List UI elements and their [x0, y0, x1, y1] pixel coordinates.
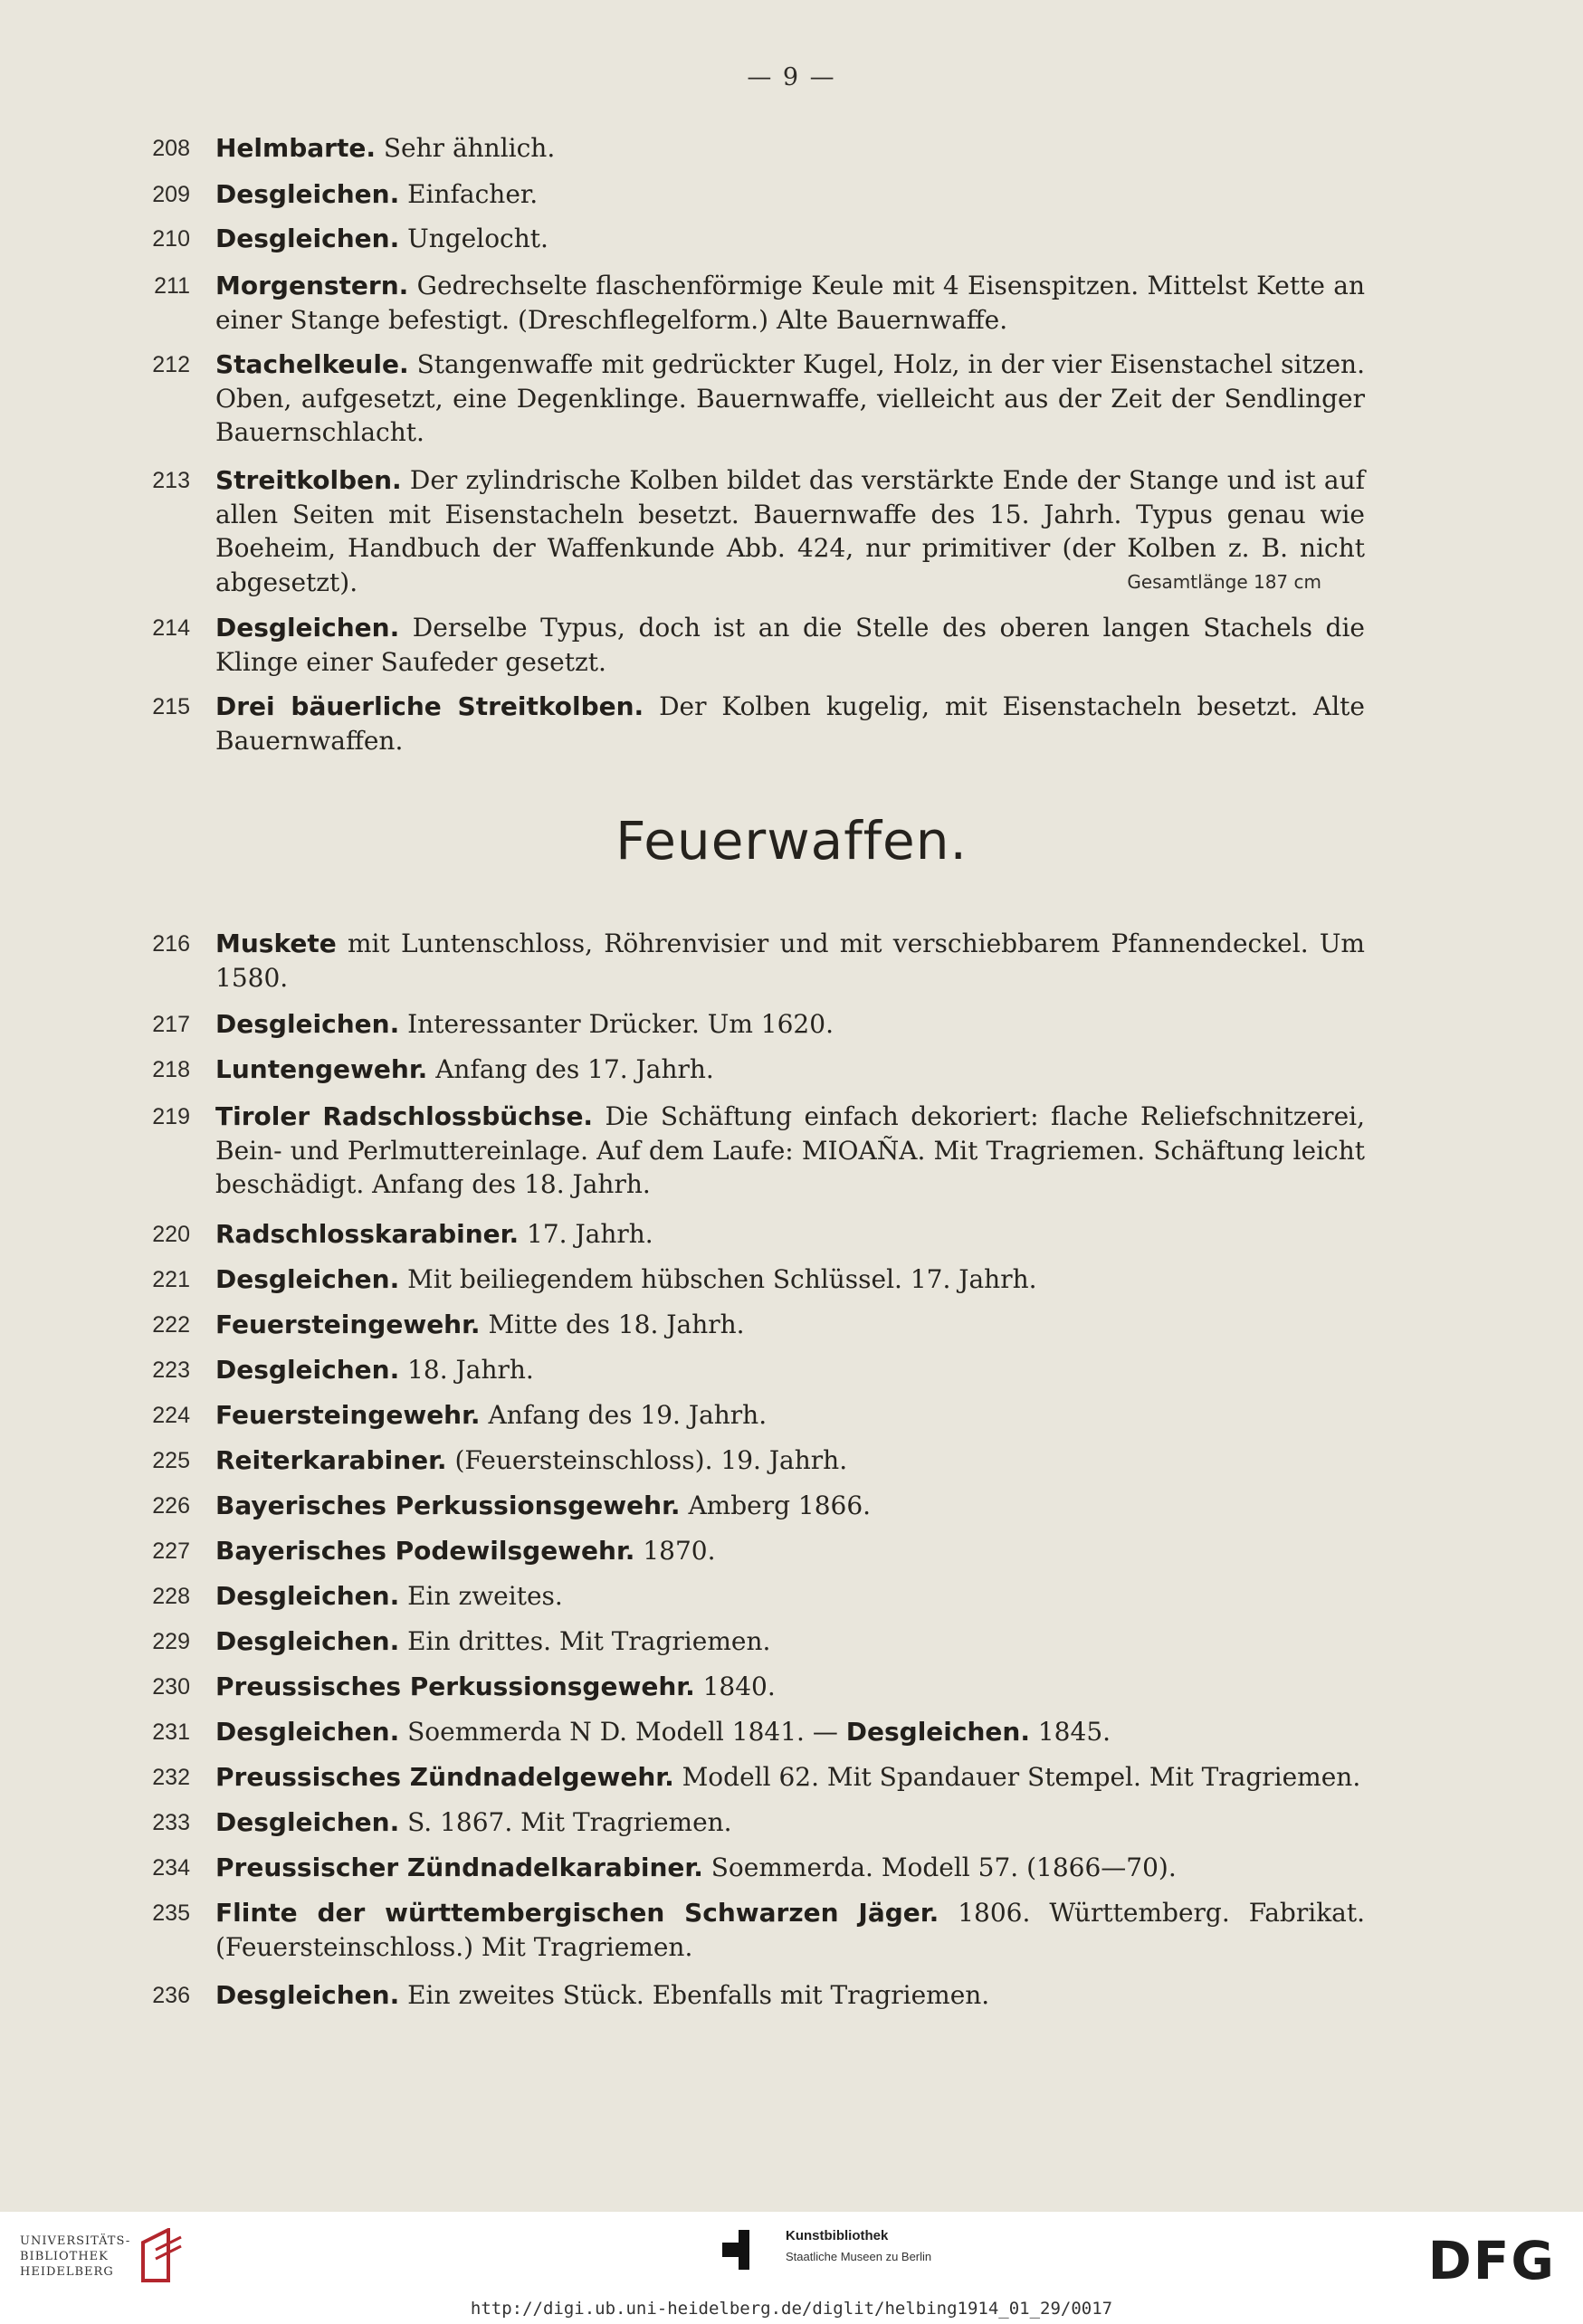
entry-title: Reiterkarabiner. [215, 1445, 447, 1475]
entry-number: 222 [152, 1312, 190, 1338]
entry-title: Helmbarte. [215, 133, 376, 163]
entry-text [215, 269, 1365, 337]
entry-description: Mit beiliegendem hübschen Schlüssel. 17. Jahrh. [399, 1264, 1037, 1294]
entry-description: Mitte des 18. Jahrh. [480, 1310, 745, 1339]
entry-title: Desgleichen. [215, 1717, 400, 1747]
entry-title: Muskete [215, 929, 337, 958]
entry-description: Der Kolben kugelig, mit Eisenstacheln besetzt. Alte Bauernwaffen. [215, 691, 1365, 756]
entry-title: Desgleichen. [215, 224, 400, 253]
entry-title: Desgleichen. [215, 1807, 400, 1837]
entry-number: 221 [152, 1267, 190, 1292]
entry-title: Drei bäuerliche Streitkolben. [215, 691, 644, 721]
entry-description: Gedrechselte flaschenförmige Keule mit 4 Eisenspitzen. Mittelst Kette an einer Stange befestigt. (Dreschflegelform.) Alte Bauernwaffe. [215, 271, 1365, 335]
entry-title: Desgleichen. [215, 1009, 400, 1039]
entry-number: 228 [152, 1584, 190, 1609]
entry-description: Anfang des 17. Jahrh. [427, 1054, 714, 1084]
entry-text [215, 1851, 1365, 1885]
entry-text [215, 1052, 1365, 1087]
entry-number: 220 [152, 1222, 190, 1247]
entry-number: 233 [152, 1810, 190, 1835]
entry-description: (Feuersteinschloss). 19. Jahrh. [446, 1445, 848, 1475]
entry-title: Desgleichen. [215, 1581, 400, 1611]
entry-text [215, 1443, 1365, 1478]
entry-text [215, 463, 1365, 599]
entry-text [215, 222, 1365, 256]
entry-number: 229 [152, 1629, 190, 1654]
entry-number: 227 [152, 1538, 190, 1564]
entry-description: Soemmerda. Modell 57. (1866—70). [702, 1853, 1177, 1882]
entry-title: Feuersteingewehr. [215, 1400, 481, 1430]
entry-description: 18. Jahrh. [399, 1355, 534, 1385]
entry-text [215, 1760, 1365, 1795]
entry-text [215, 1715, 1365, 1749]
dfg-logo: DFG [1427, 2230, 1556, 2291]
entry-number: 234 [152, 1855, 190, 1881]
entry-description: Ein drittes. Mit Tragriemen. [399, 1626, 771, 1656]
entry-number: 209 [152, 182, 190, 207]
total-length-note: Gesamtlänge 187 cm [1127, 570, 1321, 593]
entry-description: Sehr ähnlich. [375, 133, 556, 163]
entry-title: Desgleichen. [215, 1355, 400, 1385]
entry-text [215, 1805, 1365, 1840]
entry-text [215, 1308, 1365, 1342]
entry-description: 17. Jahrh. [519, 1219, 653, 1249]
entry-number: 235 [152, 1900, 190, 1926]
entry-description: Derselbe Typus, doch ist an die Stelle des oberen langen Stachels die Klinge einer Saufeder gesetzt. [215, 613, 1365, 677]
entry-description: Ungelocht. [399, 224, 548, 253]
entry-text [215, 1978, 1365, 2013]
entry-number: 218 [152, 1057, 190, 1082]
entry-text [215, 1896, 1365, 1964]
entry-description: Ein zweites Stück. Ebenfalls mit Tragriemen. [399, 1980, 990, 2010]
entry-title: Desgleichen. [215, 1626, 400, 1656]
entry-title: Luntengewehr. [215, 1054, 428, 1084]
section-heading: Feuerwaffen. [615, 810, 968, 872]
entry-text [215, 1534, 1365, 1568]
entry-description: Die Schäftung einfach dekoriert: flache Reliefschnitzerei, Bein- und Perlmuttereinlage. Auf dem Laufe: MIOAÑA. Mit Tragriemen. Schäftung leicht beschädigt. Anfang des 18. Jahrh. [215, 1101, 1365, 1199]
entry-number: 212 [152, 352, 190, 377]
entry-number: 208 [152, 136, 190, 161]
entry-description: S. 1867. Mit Tragriemen. [399, 1807, 732, 1837]
entry-number: 232 [152, 1765, 190, 1790]
entry-text [215, 1100, 1365, 1202]
entry-title: Preussischer Zündnadelkarabiner. [215, 1853, 703, 1882]
entry-title: Desgleichen. [215, 613, 400, 643]
entry-description: Einfacher. [399, 179, 539, 209]
entry-text [215, 611, 1365, 679]
entry-description-second: 1845. [1029, 1717, 1111, 1747]
entry-description: 1840. [694, 1672, 776, 1701]
entry-title: Preussisches Zündnadelgewehr. [215, 1762, 674, 1792]
entry-description: Ein zweites. [399, 1581, 563, 1611]
entry-description: Amberg 1866. [680, 1491, 872, 1520]
library-emblem-icon [136, 2228, 190, 2284]
university-library-name: UNIVERSITÄTS- BIBLIOTHEK HEIDELBERG [20, 2234, 131, 2279]
entry-number: 226 [152, 1493, 190, 1519]
entry-number: 231 [152, 1719, 190, 1745]
entry-text [215, 1670, 1365, 1704]
kunstbibliothek-mark-icon [722, 2230, 749, 2270]
entry-title: Desgleichen. [215, 1980, 400, 2010]
entry-text [215, 1489, 1365, 1523]
entry-title: Streitkolben. [215, 465, 402, 495]
entry-title: Flinte der württembergischen Schwarzen Jäger. [215, 1898, 939, 1928]
entry-description: Soemmerda N D. Modell 1841. — [399, 1717, 846, 1747]
entry-title: Stachelkeule. [215, 349, 409, 379]
entry-text [215, 1579, 1365, 1614]
entry-number: 223 [152, 1357, 190, 1383]
entry-description: mit Luntenschloss, Röhrenvisier und mit verschiebbarem Pfannendeckel. Um 1580. [215, 929, 1365, 993]
entry-text [215, 348, 1365, 450]
entry-number: 230 [152, 1674, 190, 1700]
entry-number: 213 [152, 468, 190, 493]
entry-number: 216 [152, 931, 190, 957]
entry-text [215, 1353, 1365, 1387]
entry-description: Anfang des 19. Jahrh. [480, 1400, 768, 1430]
entry-description: Modell 62. Mit Spandauer Stempel. Mit Tragriemen. [673, 1762, 1361, 1792]
entry-number: 210 [152, 226, 190, 252]
entry-text [215, 1217, 1365, 1252]
entry-text [215, 177, 1365, 212]
kunstbibliothek-subtitle: Staatliche Museen zu Berlin [786, 2250, 932, 2263]
digitization-footer [0, 2212, 1583, 2324]
entry-number: 214 [152, 615, 190, 641]
entry-text [215, 1398, 1365, 1433]
entry-text [215, 1007, 1365, 1042]
entry-text [215, 1624, 1365, 1659]
entry-description: 1806. Württemberg. Fabrikat. (Feuersteinschloss.) Mit Tragriemen. [215, 1898, 1365, 1962]
heidelberg-university-library-logo [20, 2223, 210, 2295]
entry-title-second: Desgleichen. [845, 1717, 1030, 1747]
entry-title: Tiroler Radschlossbüchse. [215, 1101, 594, 1131]
entry-title: Radschlosskarabiner. [215, 1219, 520, 1249]
entry-title: Bayerisches Perkussionsgewehr. [215, 1491, 681, 1520]
entry-title: Preussisches Perkussionsgewehr. [215, 1672, 695, 1701]
entry-title: Bayerisches Podewilsgewehr. [215, 1536, 635, 1566]
entry-description: Interessanter Drücker. Um 1620. [399, 1009, 834, 1039]
page-number: — 9 — [747, 63, 836, 91]
entry-description: Stangenwaffe mit gedrückter Kugel, Holz, in der vier Eisenstachel sitzen. Oben, aufgesetzt, eine Degenklinge. Bauernwaffe, vielleicht aus der Zeit der Sendlinger Bauernschlacht. [215, 349, 1365, 447]
entry-title: Desgleichen. [215, 1264, 400, 1294]
entry-number: 211 [154, 273, 190, 299]
entry-text [215, 690, 1365, 757]
entry-description: 1870. [634, 1536, 716, 1566]
entry-number: 225 [152, 1448, 190, 1473]
permalink-url[interactable]: http://digi.ub.uni-heidelberg.de/diglit/helbing1914_01_29/0017 [470, 2299, 1113, 2319]
kunstbibliothek-name: Kunstbibliothek [786, 2228, 889, 2243]
entry-number: 236 [152, 1983, 190, 2008]
entry-number: 217 [152, 1012, 190, 1037]
entry-title: Morgenstern. [215, 271, 409, 300]
entry-text [215, 131, 1365, 166]
entry-text [215, 1262, 1365, 1297]
entry-title: Feuersteingewehr. [215, 1310, 481, 1339]
entry-description: Der zylindrische Kolben bildet das verstärkte Ende der Stange und ist auf allen Seiten mit Eisenstacheln besetzt. Bauernwaffe des 15. Jahrh. Typus genau wie Boeheim, Handbuch der Waffenkunde Abb. 424, nur primitiver (der Kolben z. B. nicht abgesetzt). [215, 465, 1365, 597]
entry-title: Desgleichen. [215, 179, 400, 209]
kunstbibliothek-logo [722, 2223, 958, 2277]
entry-number: 215 [152, 694, 190, 719]
entry-number: 224 [152, 1403, 190, 1428]
entry-text [215, 927, 1365, 995]
entry-number: 219 [152, 1104, 190, 1129]
